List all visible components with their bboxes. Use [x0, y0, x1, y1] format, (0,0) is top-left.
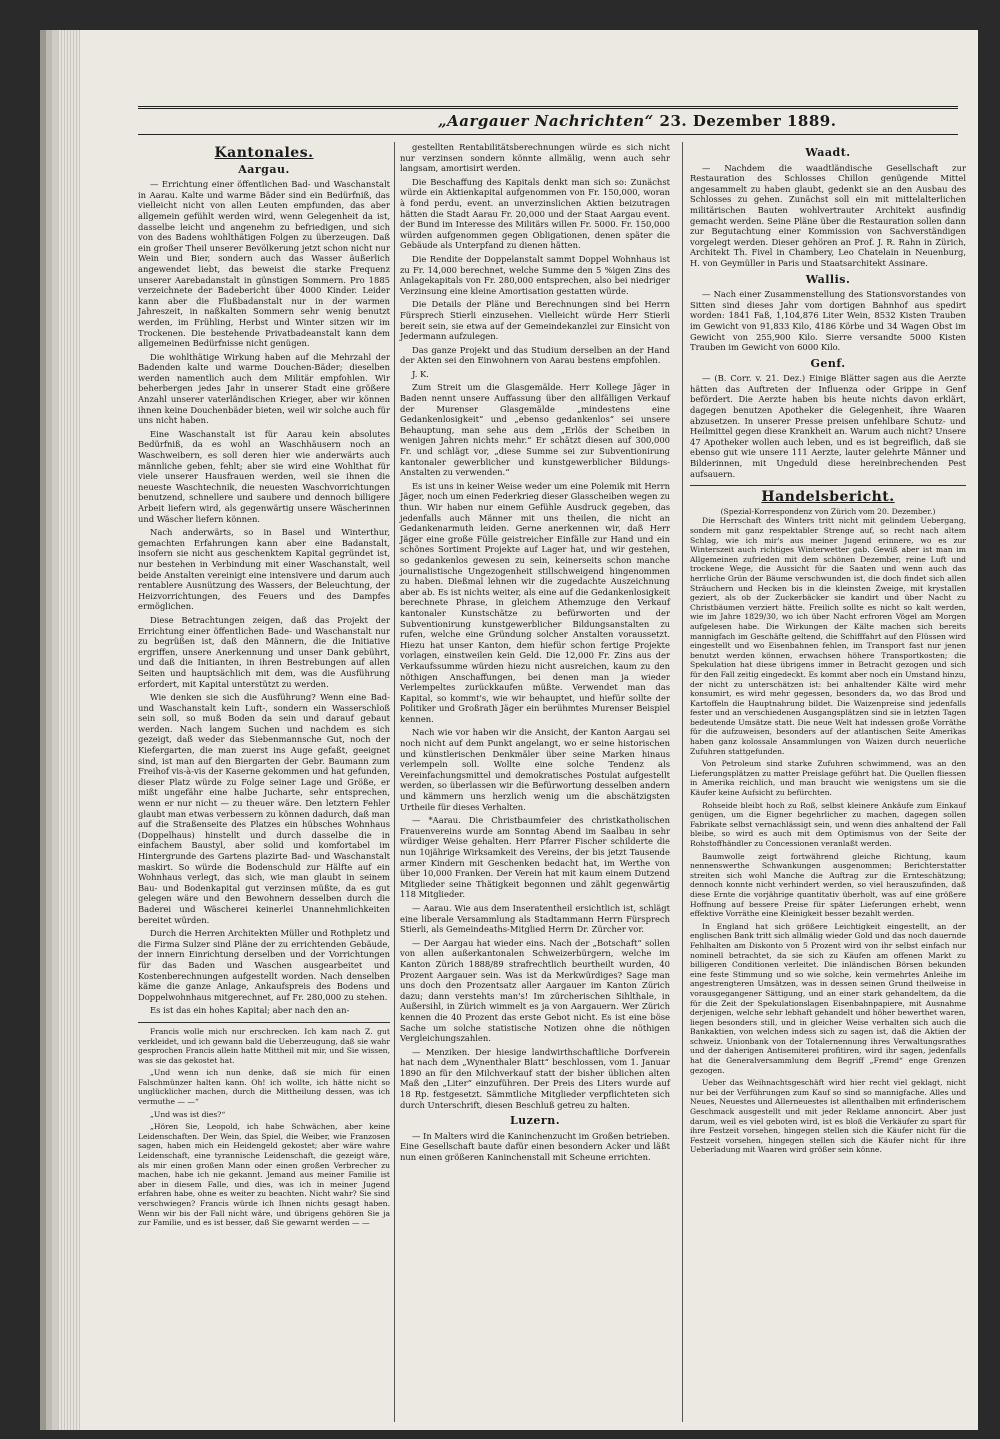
paragraph: Es ist das ein hohes Kapital; aber nach den an-: [150, 1005, 350, 1016]
stacked-page-edges: [58, 30, 80, 1430]
feuilleton-rule: [138, 1022, 390, 1023]
paragraph: J. K.: [412, 368, 429, 379]
top-rule: [138, 106, 958, 109]
subsection-title: Aargau.: [238, 162, 290, 176]
paragraph: Nach wie vor haben wir die Ansicht, der Kanton Aargau sei noch nicht auf dem Punkt angelangt, wo er seine historischen und künstlerischen Denkmäler über seine Marken hinaus verlempeln soll. Wollte eine solche Tendenz als Vereinfachungsmittel und demokratisches Postulat aufgestellt werden, so überlassen wir die Befürwortung desselben andern und kämmern uns herzlich wenig um die abschätzigsten Urtheile für dieses Verhalten.: [400, 727, 670, 812]
paragraph: Durch die Herren Architekten Müller und Rothpletz und die Firma Sulzer sind Pläne der zu errichtenden Gebäude, der innern Einrichtung derselben und der Vorrichtungen für das Baden und Waschen ausgearbeitet und Kostenberechnungen aufgestellt worden. Nach denselben käme die ganze Anlage, Ankaufspreis des Bodens und Doppelwohnhaus mitgerechnet, auf Fr. 280,000 zu stehen.: [138, 928, 390, 1002]
section-title: Kantonales.: [214, 145, 314, 161]
article-body: [690, 516, 966, 1155]
paragraph: — Aarau. Wie aus dem Inseratentheil ersichtlich ist, schlägt eine liberale Versammlung als Stadtammann Herrn Fürsprech Stierli, als Gemeindeaths-Mitglied Herrn Dr. Zürcher vor.: [400, 902, 670, 935]
section-title-waadt: Waadt.: [805, 146, 851, 159]
paragraph: Die Rendite der Doppelanstalt sammt Doppel Wohnhaus ist zu Fr. 14,000 berechnet, welche Summe den 5 %igen Zins des Anlagekapitals von Fr. 280,000 entsprechen, also bei niedriger Verzinsung eine kleine Amortisation gestatten würde.: [400, 253, 670, 296]
section-title-luzern: Luzern.: [509, 1114, 561, 1128]
paragraph: Francis wolle mich nur erschrecken. Ich kam nach Z. gut verkleidet, und ich gewann bald die Ueberzeugung, daß sie wahr gesprochen Francis allein hatte Mittheil mit mir, und Sie wissen, was sie das gekostet hat.: [138, 1026, 390, 1065]
paragraph: Diese Betrachtungen zeigen, daß das Projekt der Errichtung einer öffentlichen Bade- und Waschanstalt nur zu begrüßen ist, daß den Männern, die die Initiative ergriffen, unsere Anerkennung und unser Dank gebührt, und daß die Initianten, in ihren Bestrebungen auf allen Seiten und hauptsächlich mit dem, was die Ausführung erfordert, mit Kapital unterstützt zu werden.: [138, 614, 390, 689]
paragraph: — Nachdem die waadtländische Gesellschaft zur Restauration des Schlosses Chillon genügende Mittel angesammelt zu haben glaubt, gedenkt sie an den Ausbau des Schlosses zu gehen. Zunächst soll ein mit mittelalterlichen militärischen Bauten wohlvertrauter Architekt ausfindig gemacht werden. Seine Pläne über die Restauration sollen dann zur Begutachtung einer Kommission von Sachverständigen vorgelegt werden. Dieser gehören an Prof. J. R. Rahn in Zürich, Architekt Th. Fivel in Chambery, Leo Chatelain in Neuenburg, H. von Geymüller in Paris und Staatsarchitekt Assinare.: [690, 162, 966, 268]
paragraph: Baumwolle zeigt fortwährend gleiche Richtung, kaum nennenswerthe Schwankungen ausgenommen; Berichterstatter streiten sich wohl Manche die Auftrag zur die Ernteschätzung; dennoch konnte nicht verhindert werden, so viel herauszufinden, daß diese Ernte die vorjährige quantitativ überholt, was auf eine größere Hoffnung auf bessere Preise für später Lieferungen erhebt, wenn effektive Vorräthe eine Kleinigkeit besser bezahlt werden.: [690, 851, 966, 919]
section-title-handelsbericht: Handelsbericht.: [761, 489, 895, 506]
column-divider: [394, 142, 395, 1422]
paragraph: „Und wenn ich nun denke, daß sie mich für einen Falschmünzer halten kann. Oh! ich wollte, ich hätte nicht so unglücklicher machen, durch die Mittheilung dessen, was ich vermuthe — —“: [138, 1068, 390, 1107]
paragraph: Zum Streit um die Glasgemälde. Herr Kollege Jäger in Baden nennt unsere Auffassung über den allfälligen Verkauf der Murenser Glasgemälde „mindestens eine Gedankenlosigkeit“ und „ebenso gedankenlos“ sei unsere Behauptung, man sehe aus dem „Erlös der Scheiben in wenigen Jahren nichts mehr.“ Er schätzt diesen auf 300,000 Fr. und schlägt vor, „diese Summe sei zur Subventionirung kantonaler gewerblicher und kunstgewerblicher Bildungs-Anstalten zu verwenden.“: [400, 382, 670, 478]
article-body: [138, 179, 390, 1016]
article-body: [690, 163, 966, 269]
section-title-genf: Genf.: [810, 356, 846, 370]
paragraph: Nach anderwärts, so in Basel und Winterthur, gemachten Erfahrungen kann aber eine Badanstalt, insofern sie nicht aus geschenktem Kapital gegründet ist, nur bestehen in Verbindung mit einer Waschanstalt, weil beide Anstalten vereinigt eine intensivere und darum auch rentablere Ausnützung des Wassers, der Beleuchtung, der Heizvorrichtungen, des Feuers und des Dampfes ermöglichen.: [138, 527, 390, 612]
paragraph: Ueber das Weihnachtsgeschäft wird hier recht viel geklagt, nicht nur bei der Verführungen zum Kauf so sind so mannigfache. Alles und Neues, Neuestes und Allerneuestes ist allenthalben mit erfinderischem Geschmack ausgestellt und mit jeder Reklame annoncirt. Aber just darum, weil es viel geboten wird, ist es bloß die Verkäufer zu spart für ihre Festzeit vorsehen, hingegen stellen sich die Käufer nicht für die Festzeit vorsehen, hingegen stellen sich die Käufer nicht für ihre Ueberladung mit Waaren wird größer sein könne.: [690, 1078, 966, 1155]
paragraph: — *Aarau. Die Christbaumfeier des christkatholischen Frauenvereins wurde am Sonntag Abend im Saalbau in sehr würdiger Weise gehalten. Herr Pfarrer Fischer schilderte die nun 10jährige Wirksamkeit des Vereins, der bis jetzt Tausende armer Kindern mit Geschenken bedacht hat, im Werthe von über 10,000 Franken. Der Verein hat mit kaum einem Dutzend Mitglieder seine Thätigkeit begonnen und zählt gegenwärtig 118 Mitglieder.: [400, 815, 670, 900]
column-2: [400, 142, 670, 1166]
feuilleton: [138, 1027, 390, 1228]
paragraph: Die Herrschaft des Winters tritt nicht mit gelindem Uebergang, sondern mit ganz respektabler Strenge auf, so recht nach altem Schlag, wie ich mir's aus meiner Jugend erinnere, wo es zur Winterszeit auch richtiges Winterwetter gab. Gewiß aber ist man im Allgemeinen zufrieden mit dem schönen Dezember, reine Luft und trockene Wege, die Aussicht für die Saaten und wenn auch das herrliche Grün der Bäume verschwunden ist, die doch findet sich allen Sträuchern und Hecken bis in die kleinsten Zweige, mit krystallen geziert, als ob der Zuckerbäcker sie kandirt und über Nacht zu Christbäumen verziert hätte. Freilich sollte es nicht so kalt werden, wie im Jahre 1829/30, wo ich über Nacht erfroren Vögel am Morgen aufgelesen habe. Die Wirkungen der Kälte machen sich bereits mannigfach im Geschäfte geltend, die Schifffahrt auf den Flüssen wird eingestellt und wo Eisenbahnen fehlen, im Transport fast nur jenen benutzt werden können, erwachsen höhere Transportkosten; die Spekulation hat diese übrigens immer in Betracht gezogen und sich für den Fall zeitig eingedeckt. Es kommt aber noch ein Umstand hinzu, der nicht zu unterschätzen ist: bei anhaltender Kälte wird mehr konsumirt, es wird mehr gegessen, besonders da, wo das Brod und Kartoffeln die Hauptnahrung bildet. Die Waizenpreise sind jedenfalls fester und an verschiedenen Ausgangsplätzen sind sie in letzten Tagen bedeutende Umsätze statt. Die neue Welt hat indessen große Vorräthe für die aufzuweisen, besonders auf der atlantischen Seite Amerikas haben ganz kolossale Ansammlungen von Waizen durch neuerliche Zufuhren stattgefunden.: [690, 516, 966, 756]
article-body: [690, 373, 966, 479]
paragraph: In England hat sich größere Leichtigkeit eingestellt, an der englischen Bank tritt sich allmälig wieder Gold und das noch dauernde Fehlhalten am Diskonto von 5 Prozent wird von ihr selbst einfach nur nominell betrachtet, da sie sich zu Käufen am offenen Markt zu billigeren Conditionen verleitet. Die inländischen Börsen bekunden eine feste Stimmung und so wie solche, kein vermehrtes Anleihe im angestrengteren Umsätzen, was in dessen seinen Grund theilweise in vorausgegangener Sättigung, und an einer stark gehandeltem, da die für die Zeit der Spekulationslagen Eisenbahnpapiere, mit Ausnahme derjenigen, welche sehr lebhaft gehandelt und höher bewerthet waren, liegen besonders still, und in gleicher Weise verhalten sich auch die Bankaktien, von welchen indess sich zu sagen ist, daß die Aktien der schweiz. Unionbank von der Totalernennung ihres Verwaltungsrathes und der daherigen Antisemiterei profitiren, wird ihr sagen, jedenfalls hat die Generalversammlung dem Begriff „Fremd“ enge Grenzen gezogen.: [690, 921, 966, 1075]
paragraph: „Hören Sie, Leopold, ich habe Schwächen, aber keine Leidenschaften. Der Wein, das Spiel, die Weiber, wie Franzosen sagen, haben mich ein Heidengeld gekostet; aber wäre wahre Leidenschaft, eine tyrannische Leidenschaft, die gezeigt wäre, als mir einen großen Mann oder einen großen Verbrecher zu machen, habe ich nie gekannt. Jemand aus meiner Familie ist aber in diesem Falle, und dies, was ich in meiner Jugend erfahren habe, ohne es weiter zu beachten. Nicht wahr? Sie sind verschwiegen? Francis würde ich Ihnen nichts gesagt haben. Wenn wir bis der Fall nicht wäre, und übrigens gehören Sie ja zur Familie, und es ist besser, daß Sie gewarnt werden — —: [138, 1122, 390, 1228]
paragraph: — Menziken. Der hiesige landwirthschaftliche Dorfverein hat nach dem „Wynenthaler Blatt“ beschlossen, vom 1. Januar 1890 an für den Milchverkauf statt der bisher üblichen alten Maß den „Liter“ einzuführen. Der Preis des Liters wurde auf 18 Rp. festgesetzt. Sämmtliche Mitglieder verpflichteten sich durch Unterschrift, diesen Beschluß getreu zu halten.: [400, 1046, 670, 1110]
column-1: [138, 142, 390, 1231]
column-3: [690, 142, 966, 1158]
masthead: [438, 112, 836, 130]
article-body: [690, 289, 966, 353]
section-rule: [690, 485, 966, 486]
issue-date: 23. Dezember 1889.: [659, 112, 837, 130]
paragraph: gestellten Rentabilitätsberechnungen würde es sich nicht nur verzinsen sondern könnte allmälig, wenn auch sehr langsam, amortisirt werden.: [400, 142, 670, 174]
paragraph: „Und was ist dies?“: [150, 1109, 226, 1119]
paragraph: Die wohlthätige Wirkung haben auf die Mehrzahl der Badenden kalte und warme Douchen-Bäder; dieselben werden namentlich auch dem Militär empfohlen. Wir beherbergen jedes Jahr in unserer Stadt eine größere Anzahl unserer vaterländischen Krieger, aber wir können ihnen keine Douchenbäder bieten, weil wir solche auch für uns nicht haben.: [138, 351, 390, 426]
paragraph: — Errichtung einer öffentlichen Bad- und Waschanstalt in Aarau. Kalte und warme Bäder sind ein Bedürfniß, das vielleicht nicht von allen Leuten empfunden, das aber allgemein gefühlt werden wird, wenn Gelegenheit da ist, dasselbe leicht und angenehm zu befriedigen, und sich von des Badens wohlthätigen Folgen zu überzeugen. Daß ein großer Theil unserer Bevölkerung jetzt schon nicht nur Wein und Bier, sondern auch das Wasser äußerlich angewendet liebt, das beweist die starke Frequenz unserer Aarebadanstalt in günstigen Sommern. Pro 1885 verzeichnete der Badebericht über 4000 Kinder. Leider kann aber die Flußbadanstalt nur in der warmen Jahreszeit, in naßkalten Sommern sehr wenig benutzt werden, im Frühling, Herbst und Winter sitzen wir im Trockenen. Die bestehende Privatbadeanstalt kann dem allgemeinen Bedürfnisse nicht genügen.: [138, 179, 390, 349]
publication-name: „Aargauer Nachrichten“: [438, 112, 654, 130]
paragraph: — (B. Corr. v. 21. Dez.) Einige Blätter sagen aus die Aerzte hätten das Auftreten der Influenza oder Grippe in Genf befördert. Die Aerzte haben bis heute nichts davon erklärt, dagegen benutzen Apotheker die Gelegenheit, ihre Waaren abzusetzen. In unserer Presse preisen unfehlbare Schutz- und Heilmittel gegen diese Krankheit an. Warum auch nicht? Unsere 47 Apotheker wollen auch leben, und es ist begreiflich, daß sie ebenso gut wie unsere 111 Aerzte, lauter gelehrte Männer und Bilderinnen, mit Ungeduld diese hereinbrechenden Pest aufsauern.: [690, 373, 966, 479]
paragraph: — Nach einer Zusammenstellung des Stationsvorstandes von Sitten sind dieses Jahr vom dortigen Bahnhof aus spedirt worden: 1841 Faß, 1,104,876 Liter Wein, 8532 Kisten Trauben im Gewicht von 91,833 Kilo, 4186 Körbe und 34 Wagen Obst im Gewicht von 255,900 Kilo. Sierre versandte 5000 Kisten Trauben im Gewicht von 6000 Kilo.: [690, 289, 966, 353]
newspaper-page: [58, 30, 978, 1430]
column-divider: [682, 142, 683, 1422]
paragraph: Eine Waschanstalt ist für Aarau kein absolutes Bedürfniß, da es wohl an Waschhäusern noch an Waschweibern, es soll deren hier wie anderwärts auch männliche geben, fehlt; aber sie wird eine Wohlthat für viele unserer Hausfrauen werden, weil sie ihnen die neueste Waschtechnik, die neuesten Waschvorrichtungen benutzend, schnellere und saubere und dennoch billigere Arbeit liefern wird, als gegenwärtig unsere Wäscherinnen und Wäscher liefern können.: [138, 428, 390, 524]
article-body: [400, 1131, 670, 1163]
paragraph: — Der Aargau hat wieder eins. Nach der „Botschaft“ sollen von allen außerkantonalen Schweizerbürgern, welche im Kanton Zürich 1888/89 strafrechtlich beurtheilt wurden, 40 Prozent Aargauer sein. Was ist da Merkwürdiges? Sage man uns doch den Prozentsatz aller Aargauer im Kanton Zürich dazu; dann verstehts man's! Im zürcherischen Sihlthale, in Außersihl, in Zürich wimmelt es ja von Aargauern. Wer Zürich kennen die 40 Prozent das erste Gebot nicht. Es ist eine böse Sache um solche statistische Notizen ohne die nöthigen Vergleichungszahlen.: [400, 937, 670, 1044]
article-body: [400, 142, 670, 1110]
paragraph: Wie denken sie sich die Ausführung? Wenn eine Bad- und Waschanstalt kein Luft-, sondern ein Wasserschloß sein soll, so muß Boden da sein und darauf gebaut werden. Nach langem Suchen und nachdem es sich gezeigt, daß weder das Siebenmannsche Gut, noch der Kiefergarten, die man zuerst ins Auge gefaßt, geeignet sind, ist man auf den Biergarten der Gebr. Baumann zum Freihof vis-à-vis der Kaserne gekommen und hat gefunden, dieser Platz würde zu Folge seiner Lage und Größe, er mißt ungefähr eine halbe Jucharte, sehr entsprechen, wenn er nur nicht — zu theuer wäre. Den letztern Fehler glaubt man etwas verbessern zu können dadurch, daß man auf die Straßenseite des Platzes ein hübsches Wohnhaus (Doppelhaus) hinstellt und durch dasselbe die in einfachem Baustyl, aber solid und komfortabel im Hintergrunde des Gartens plazirte Bad- und Waschanstalt maskirt. So würde die Bodenschuld zur Hälfte auf ein Wohnhaus verlegt, das sich, wie man glaubt in seinem Bau- und Bodenkapital gut verzinsen müßte, da es gut gelegen wäre und den Bewohnern desselben durch die Baderei und Wäscherei keinerlei Unannehmlichkeiten bereitet würden.: [138, 692, 391, 925]
paragraph: Die Beschaffung des Kapitals denkt man sich so: Zunächst würde ein Aktienkapital aufgenommen von Fr. 150,000, woran à fond perdu, event. an unverzinslichen Aktien beizutragen hätten die Stadt Aarau Fr. 20,000 und der Staat Aargau event. der Bund im Interesse des Militärs willen Fr. 5000. Fr. 150,000 würden aufgenommen gegen Obligationen, denen später die Gebäude als Unterpfand zu dienen hätten.: [400, 176, 670, 251]
section-title-wallis: Wallis.: [805, 272, 851, 286]
paragraph: Rohseide bleibt hoch zu Roß, selbst kleinere Ankäufe zum Einkauf genügen, um die Eigner begehrlicher zu machen, dagegen sollen Fabrikate selbst vernachlässigt sein, und wenn dies anhaltend der Fall bleibe, so wird es auch mit dem Optimismus von der Seite der Rohstoffhändler zu Concessionen veranlaßt werden.: [690, 800, 966, 848]
paragraph: Das ganze Projekt und das Studium derselben an der Hand der Akten sei den Einwohnern von Aarau bestens empfohlen.: [400, 344, 670, 366]
paragraph: Es ist uns in keiner Weise weder um eine Polemik mit Herrn Jäger, noch um einen Federkrieg dieser Glasscheiben wegen zu thun. Wir haben nur einem Gefühle Ausdruck gegeben, das jedenfalls auch Männer mit uns theilen, die nicht an Gedankenarmuth leiden. Gerne anerkennen wir, daß Herr Jäger eine große Fülle geistreicher Einfälle zur Hand und ein schönes Sortiment Projekte auf Lager hat, und wir gestehen, so gedankenlos gewesen zu sein, keinerseits schon manche journalistische Ungezogenheit stillschweigend hingenommen zu haben. Dießmal lehnen wir die zugedachte Auszeichnung aber ab. Es ist nichts weiter, als eine auf die Gedankenlosigkeit berechnete Phrase, in gleichem Athemzuge den Verkauf kantonaler Kunstschätze zu befürworten und der Subventionirung kunstgewerblicher Bildungsanstalten zu rufen, welche eine Gründung solcher Anstalten voraussetzt. Hiezu hat unser Kanton, dem hiefür schon fertige Projekte vorlagen, einstweilen kein Geld. Die 12,000 Fr. Zins aus der Verkaufssumme würden hiezu nicht ausreichen, kaum zu den nöthigen Anschaffungen, bei denen man ja wieder Verlempeltes zurückkaufen müßte. Verwendet man das Kapital, so kommt's, wie wir behauptet, und hiefür sollte der Politiker und Großrath Jäger ein berühmtes Murenser Beispiel kennen.: [400, 480, 670, 724]
paragraph: Die Details der Pläne und Berechnungen sind bei Herrn Fürsprech Stierli einzusehen. Vielleicht würde Herr Stierli bereit sein, sie etwa auf der Gemeindekanzlei zur Einsicht von Jedermann aufzulegen.: [400, 299, 670, 342]
section-subtitle: (Spezial-Korrespondenz von Zürich vom 20. Dezember.): [720, 506, 936, 516]
paragraph: — In Malters wird die Kaninchenzucht im Großen betrieben. Eine Gesellschaft baute dafür einen besondern Acker und läßt nun einen größeren Kaninchenstall mit Scheune errichten.: [400, 1130, 670, 1163]
paragraph: Von Petroleum sind starke Zufuhren schwimmend, was an den Lieferungsplätzen zu matter Preislage geführt hat. Die Quellen fliessen in Amerika reichlich, und man braucht wie wenigstens um sie die Käufer keine Aufsicht zu befürchten.: [690, 759, 966, 798]
masthead-rule: [138, 134, 958, 135]
